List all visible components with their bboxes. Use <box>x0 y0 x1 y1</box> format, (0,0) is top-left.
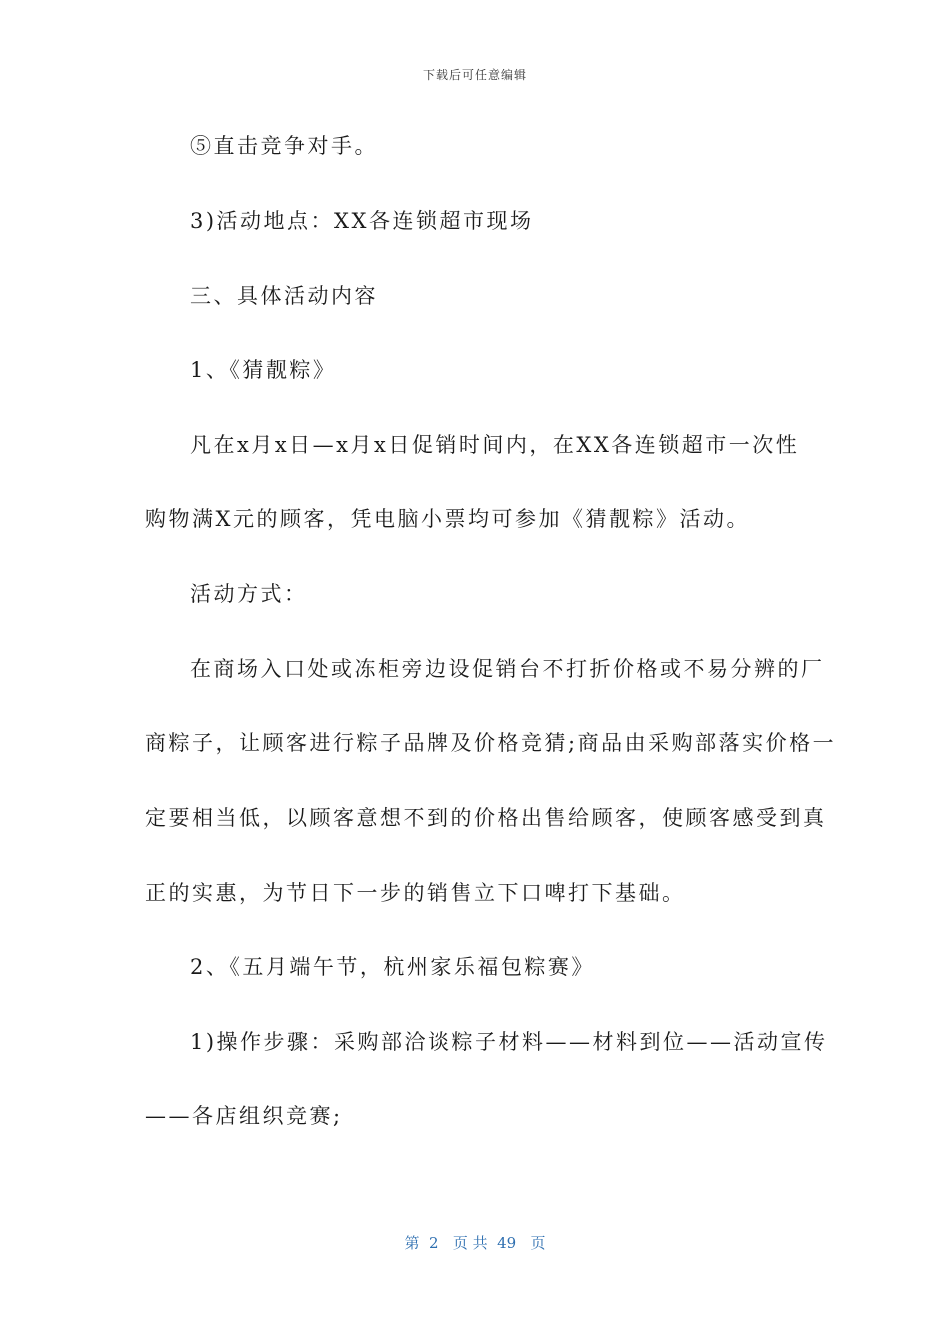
subsection-heading: 1、《猜靓粽》 <box>190 358 337 382</box>
page-footer: 第 2 页 共 49 页 <box>404 1234 546 1252</box>
text-line: 购物满X元的顾客，凭电脑小票均可参加《猜靓粽》活动。 <box>145 507 750 531</box>
text-line: 在商场入口处或冻柜旁边设促销台不打折价格或不易分辨的厂 <box>190 657 825 681</box>
section-heading: 三、具体活动内容 <box>190 284 378 308</box>
text-line: ——各店组织竞赛; <box>145 1104 343 1128</box>
text-line: 正的实惠，为节日下一步的销售立下口啤打下基础。 <box>145 881 686 905</box>
text-line: 1)操作步骤：采购部洽谈粽子材料——材料到位——活动宣传 <box>190 1030 828 1054</box>
text-line: 定要相当低，以顾客意想不到的价格出售给顾客，使顾客感受到真 <box>145 806 827 830</box>
text-line: 3)活动地点：XX各连锁超市现场 <box>190 209 534 233</box>
subsection-heading: 2、《五月端午节，杭州家乐福包粽赛》 <box>190 955 595 979</box>
text-line: 凡在x月x日—x月x日促销时间内，在XX各连锁超市一次性 <box>190 433 800 457</box>
text-line: 活动方式： <box>190 582 308 606</box>
text-line: 商粽子，让顾客进行粽子品牌及价格竞猜;商品由采购部落实价格一 <box>145 731 837 755</box>
text-line: ⑤直击竞争对手。 <box>190 134 378 158</box>
page-header: 下载后可任意编辑 <box>422 68 527 82</box>
